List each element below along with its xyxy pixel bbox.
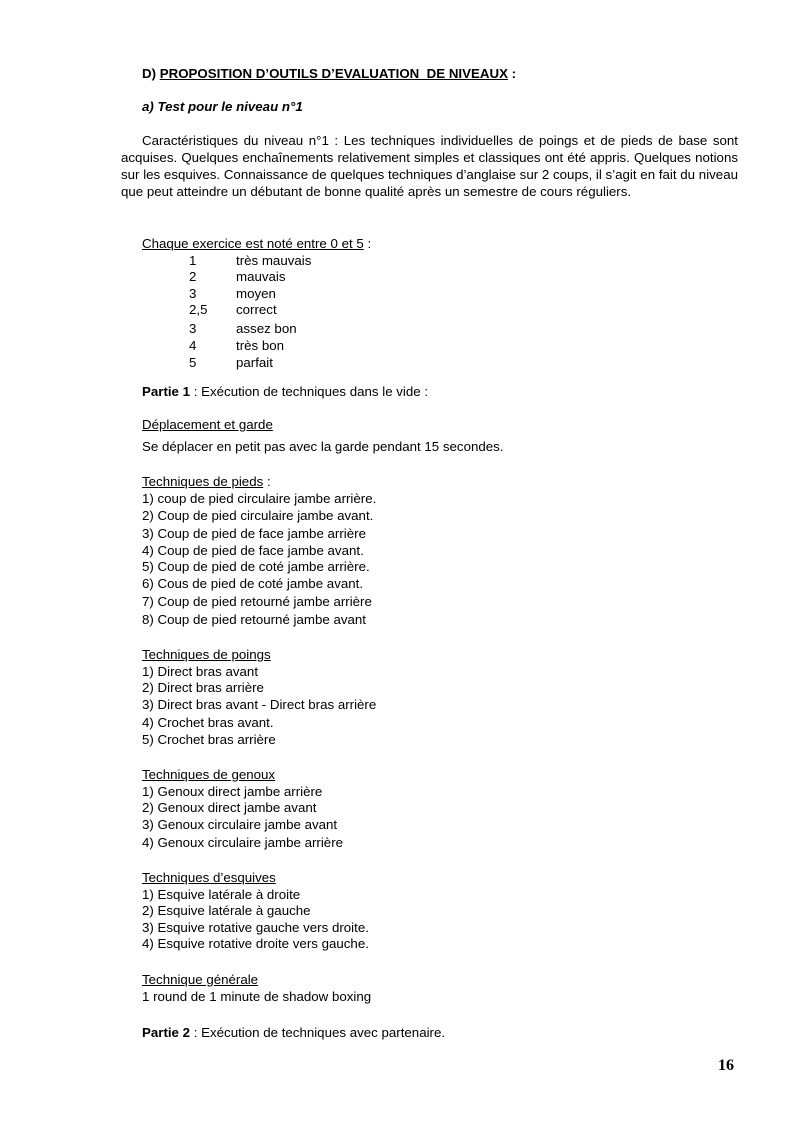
scale-item: 4 très bon xyxy=(189,338,285,353)
intro-paragraph xyxy=(121,132,738,200)
scale-item: 2 mauvais xyxy=(189,269,286,284)
list-item: 3) Direct bras avant - Direct bras arrière xyxy=(142,697,377,712)
deplacement-text: Se déplacer en petit pas avec la garde pendant 15 secondes. xyxy=(142,439,504,454)
list-item: 2) Direct bras arrière xyxy=(142,680,264,695)
list-item: 1) Esquive latérale à droite xyxy=(142,887,301,902)
list-item: 1) Genoux direct jambe arrière xyxy=(142,784,323,799)
list-item: 2) Genoux direct jambe avant xyxy=(142,800,317,815)
section-heading-title: PROPOSITION D’OUTILS D’EVALUATION DE NIVEAUX xyxy=(159,66,508,81)
scale-item: 3 assez bon xyxy=(189,321,297,336)
list-item: 4) Genoux circulaire jambe arrière xyxy=(142,835,344,850)
scale-item: 1 très mauvais xyxy=(189,253,312,268)
scale-item: 2,5 correct xyxy=(189,302,277,317)
generale-text: 1 round de 1 minute de shadow boxing xyxy=(142,989,372,1004)
list-item: 8) Coup de pied retourné jambe avant xyxy=(142,612,366,627)
scale-item: 3 moyen xyxy=(189,286,276,301)
partie-2: Partie 2 : Exécution de techniques avec partenaire. xyxy=(142,1025,446,1040)
list-item: 3) Coup de pied de face jambe arrière xyxy=(142,526,366,541)
list-item: 5) Coup de pied de coté jambe arrière. xyxy=(142,559,370,574)
poings-title: Techniques de poings xyxy=(142,647,271,662)
scale-intro: Chaque exercice est noté entre 0 et 5 : xyxy=(142,236,372,251)
intro-text: Caractéristiques du niveau n°1 : Les techniques individuelles de poings et de pieds de base sont acquises. Quelques enchaînements relativement simples et classiques ont été appris. Quelques notions sur les esquives. Connaissance de quelques techniques d’anglaise sur 2 coups, il s’agit en fait du niveau que peut atteindre un débutant de bonne qualité après un semestre de cours réguliers. xyxy=(121,133,738,199)
genoux-title: Techniques de genoux xyxy=(142,767,276,782)
list-item: 3) Genoux circulaire jambe avant xyxy=(142,817,338,832)
subheading: a) Test pour le niveau n°1 xyxy=(142,99,303,114)
list-item: 4) Coup de pied de face jambe avant. xyxy=(142,543,364,558)
page-number: 16 xyxy=(718,1057,734,1074)
list-item: 2) Coup de pied circulaire jambe avant. xyxy=(142,508,374,523)
pieds-title: Techniques de pieds : xyxy=(142,474,271,489)
deplacement-title: Déplacement et garde xyxy=(142,417,273,432)
section-heading: D) PROPOSITION D’OUTILS D’EVALUATION DE NIVEAUX : xyxy=(142,66,517,81)
list-item: 6) Cous de pied de coté jambe avant. xyxy=(142,576,364,591)
list-item: 2) Esquive latérale à gauche xyxy=(142,903,311,918)
list-item: 1) Direct bras avant xyxy=(142,664,259,679)
generale-title: Technique générale xyxy=(142,972,259,987)
list-item: 7) Coup de pied retourné jambe arrière xyxy=(142,594,372,609)
partie-1: Partie 1 : Exécution de techniques dans le vide : xyxy=(142,384,429,399)
scale-item: 5 parfait xyxy=(189,355,273,370)
list-item: 4) Crochet bras avant. xyxy=(142,715,274,730)
esquives-title: Techniques d’esquives xyxy=(142,870,276,885)
list-item: 4) Esquive rotative droite vers gauche. xyxy=(142,936,369,951)
list-item: 1) coup de pied circulaire jambe arrière. xyxy=(142,491,377,506)
list-item: 5) Crochet bras arrière xyxy=(142,732,276,747)
list-item: 3) Esquive rotative gauche vers droite. xyxy=(142,920,369,935)
